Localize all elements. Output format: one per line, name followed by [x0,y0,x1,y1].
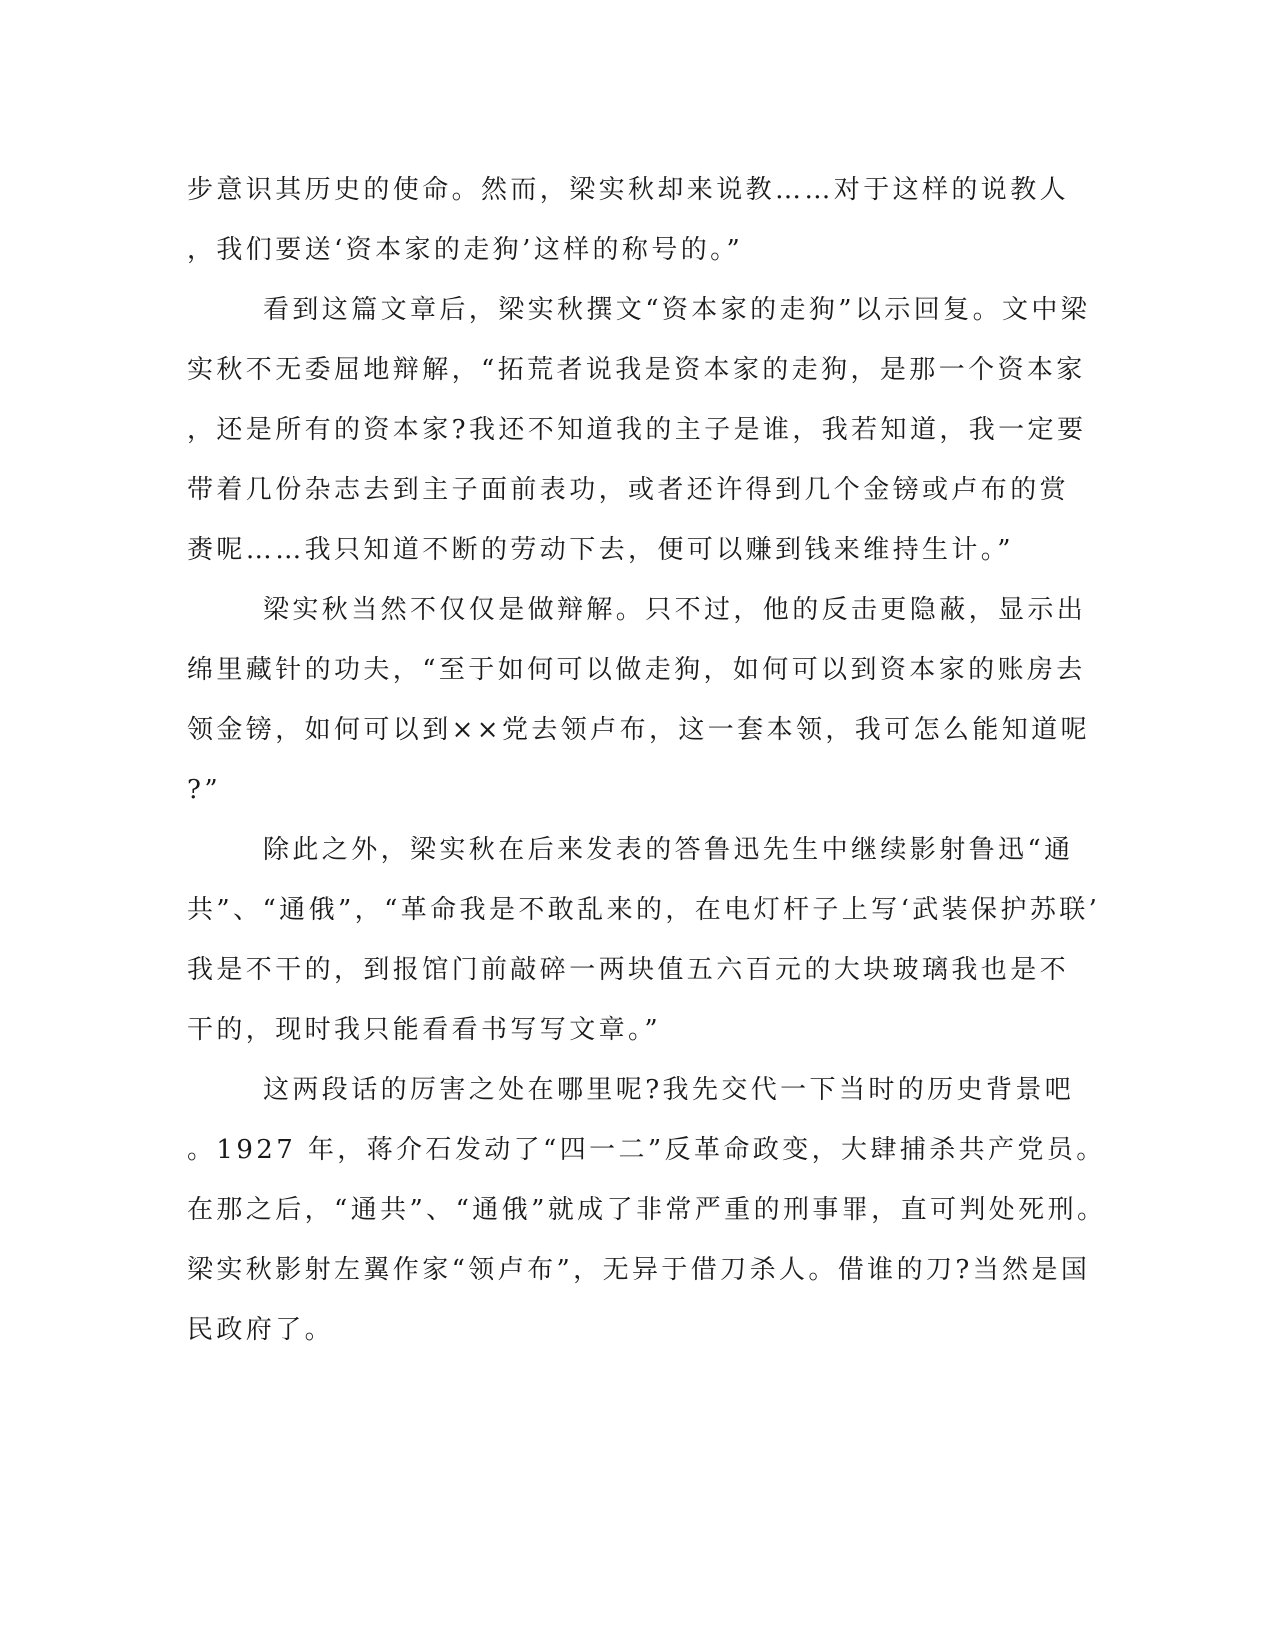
text-line: 实秋不无委屈地辩解，“拓荒者说我是资本家的走狗，是那一个资本家 [187,355,1086,385]
text-line: 带着几份杂志去到主子面前表功，或者还许得到几个金镑或卢布的赏 [187,475,1070,505]
article-body [187,160,1107,1360]
text-line: 赉呢……我只知道不断的劳动下去，便可以赚到钱来维持生计。” [187,535,1014,565]
paragraph-start-line: 这两段话的厉害之处在哪里呢?我先交代一下当时的历史背景吧 [263,1075,1075,1105]
text-line: 梁实秋影射左翼作家“领卢布”，无异于借刀杀人。借谁的刀?当然是国 [187,1255,1091,1285]
text-line: 。1927 年，蒋介石发动了“四一二”反革命政变，大肆捕杀共产党员。 [187,1135,1106,1165]
text-line: ，还是所有的资本家?我还不知道我的主子是谁，我若知道，我一定要 [187,415,1087,445]
text-line: ?” [187,775,222,805]
text-line: 在那之后，“通共”、“通俄”就成了非常严重的刑事罪，直可判处死刑。 [187,1195,1107,1225]
paragraph-start-line: 看到这篇文章后，梁实秋撰文“资本家的走狗”以示回复。文中梁 [263,295,1091,325]
paragraph-start-line: 除此之外，梁实秋在后来发表的答鲁迅先生中继续影射鲁迅“通 [263,835,1074,865]
text-line: 我是不干的，到报馆门前敲碎一两块值五六百元的大块玻璃我也是不 [187,955,1070,985]
text-line: 干的，现时我只能看看书写写文章。” [187,1015,662,1045]
text-line: 领金镑，如何可以到××党去领卢布，这一套本领，我可怎么能知道呢 [187,715,1090,745]
paragraph-start-line: 梁实秋当然不仅仅是做辩解。只不过，他的反击更隐蔽，显示出 [263,595,1087,625]
text-line: 民政府了。 [187,1315,335,1345]
text-line: 绵里藏针的功夫，“至于如何可以做走狗，如何可以到资本家的账房去 [187,655,1086,685]
text-line: 共”、“通俄”，“革命我是不敢乱来的，在电灯杆子上写‘武装保护苏联’ [187,895,1101,925]
text-line: ，我们要送‘资本家的走狗’这样的称号的。” [187,235,744,265]
text-line: 步意识其历史的使命。然而，梁实秋却来说教……对于这样的说教人 [187,175,1070,205]
